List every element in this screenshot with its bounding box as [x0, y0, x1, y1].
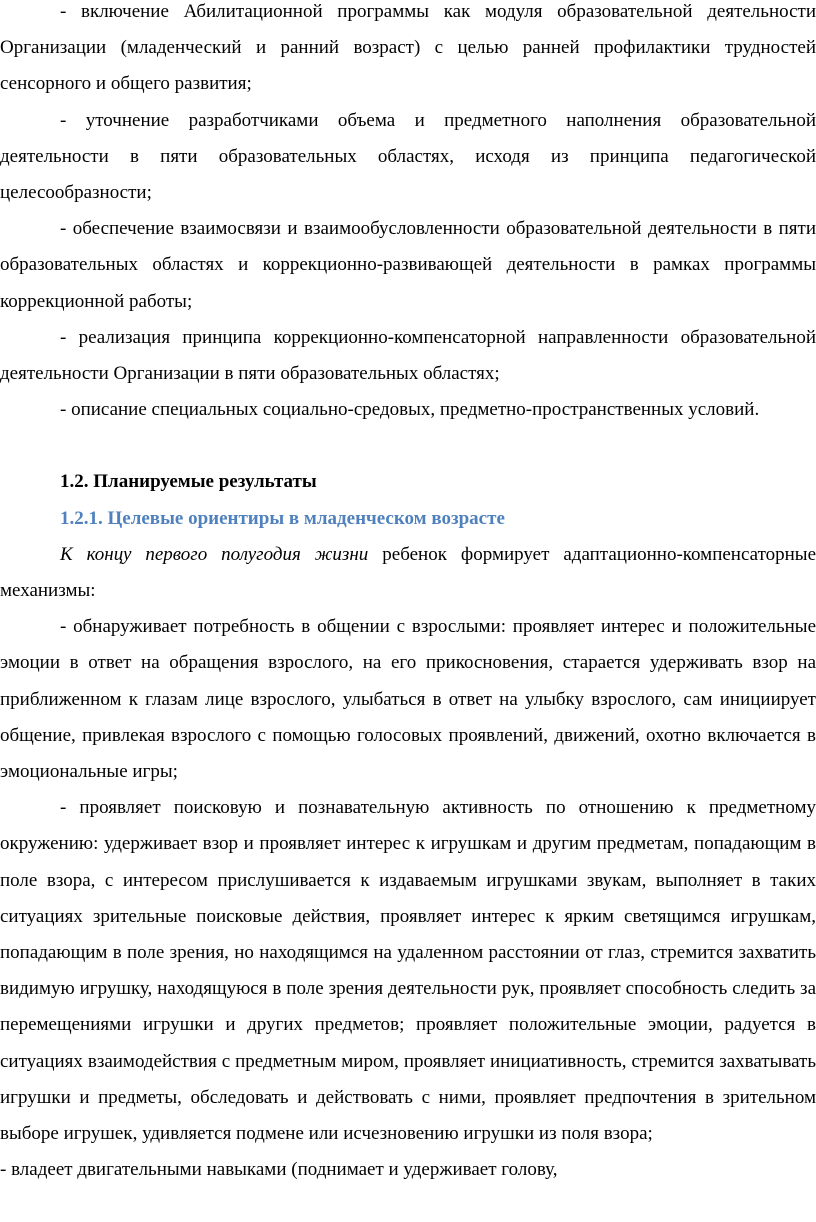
- intro-rest-text: ребенок формирует адаптационно-компенсаторные механизмы:: [0, 543, 816, 602]
- intro-italic-phrase: К концу первого полугодия жизни: [60, 543, 369, 565]
- section-heading-planned-results: 1.2. Планируемые результаты: [60, 471, 317, 493]
- subsection-heading-infant-targets: 1.2.1. Целевые ориентиры в младенческом возрасте: [60, 507, 505, 529]
- paragraph-search-activity: - проявляет поисковую и познавательную активность по отношению к предметному окружению: удерживает взор и проявляет интерес к игрушкам и другим предметам, попадающим в поле взора, с интересом прислушивается к издаваемым игрушками звукам, выполняет в таких ситуациях зрительные поисковые действия, проявляет интерес к ярким светящимся игрушкам, попадающим в поле зрения, но находящимся на удаленном расстоянии от глаз, стремится захватить видимую игрушку, находящуюся в поле зрения деятельности рук, проявляет способность следить за перемещениями игрушки и других предметов; проявляет положительные эмоции, радуется в ситуациях взаимодействия с предметным миром, проявляет инициативность, стремится захватывать игрушки и предметы, обследовать и действовать с ними, проявляет предпочтения в зрительном выборе игрушек, удивляется подмене или исчезновению игрушки из поля взора;: [0, 797, 816, 1145]
- paragraph-motor-skills: - владеет двигательными навыками (поднимает и удерживает голову,: [0, 1159, 558, 1181]
- paragraph-special-conditions: - описание специальных социально-средовых, предметно-пространственных условий.: [60, 399, 760, 421]
- paragraph-intro: [0, 537, 816, 609]
- section-spacer: [0, 428, 816, 464]
- paragraph-content-clarification: - уточнение разработчиками объема и предметного наполнения образовательной деятельности в пяти образовательных областях, исходя из принципа педагогической целесообразности;: [0, 109, 816, 204]
- paragraph-correction-principle: - реализация принципа коррекционно-компенсаторной направленности образовательной деятельности Организации в пяти образовательных областях;: [0, 326, 816, 385]
- paragraph-communication-need: - обнаруживает потребность в общении с взрослыми: проявляет интерес и положительные эмоции в ответ на обращения взрослого, на его прикосновения, старается удерживать взор на приближенном к глазам лице взрослого, улыбаться в ответ на улыбку взрослого, сам инициирует общение, привлекая взрослого с помощью голосовых проявлений, движений, охотно включается в эмоциональные игры;: [0, 616, 816, 783]
- paragraph-interconnection: - обеспечение взаимосвязи и взаимообусловленности образовательной деятельности в пяти образовательных областях и коррекционно-развивающей деятельности в рамках программы коррекционной работы;: [0, 218, 816, 312]
- paragraph-habilitation-program: - включение Абилитационной программы как модуля образовательной деятельности Организации (младенческий и ранний возраст) с целью ранней профилактики трудностей сенсорного и общего развития;: [0, 1, 816, 95]
